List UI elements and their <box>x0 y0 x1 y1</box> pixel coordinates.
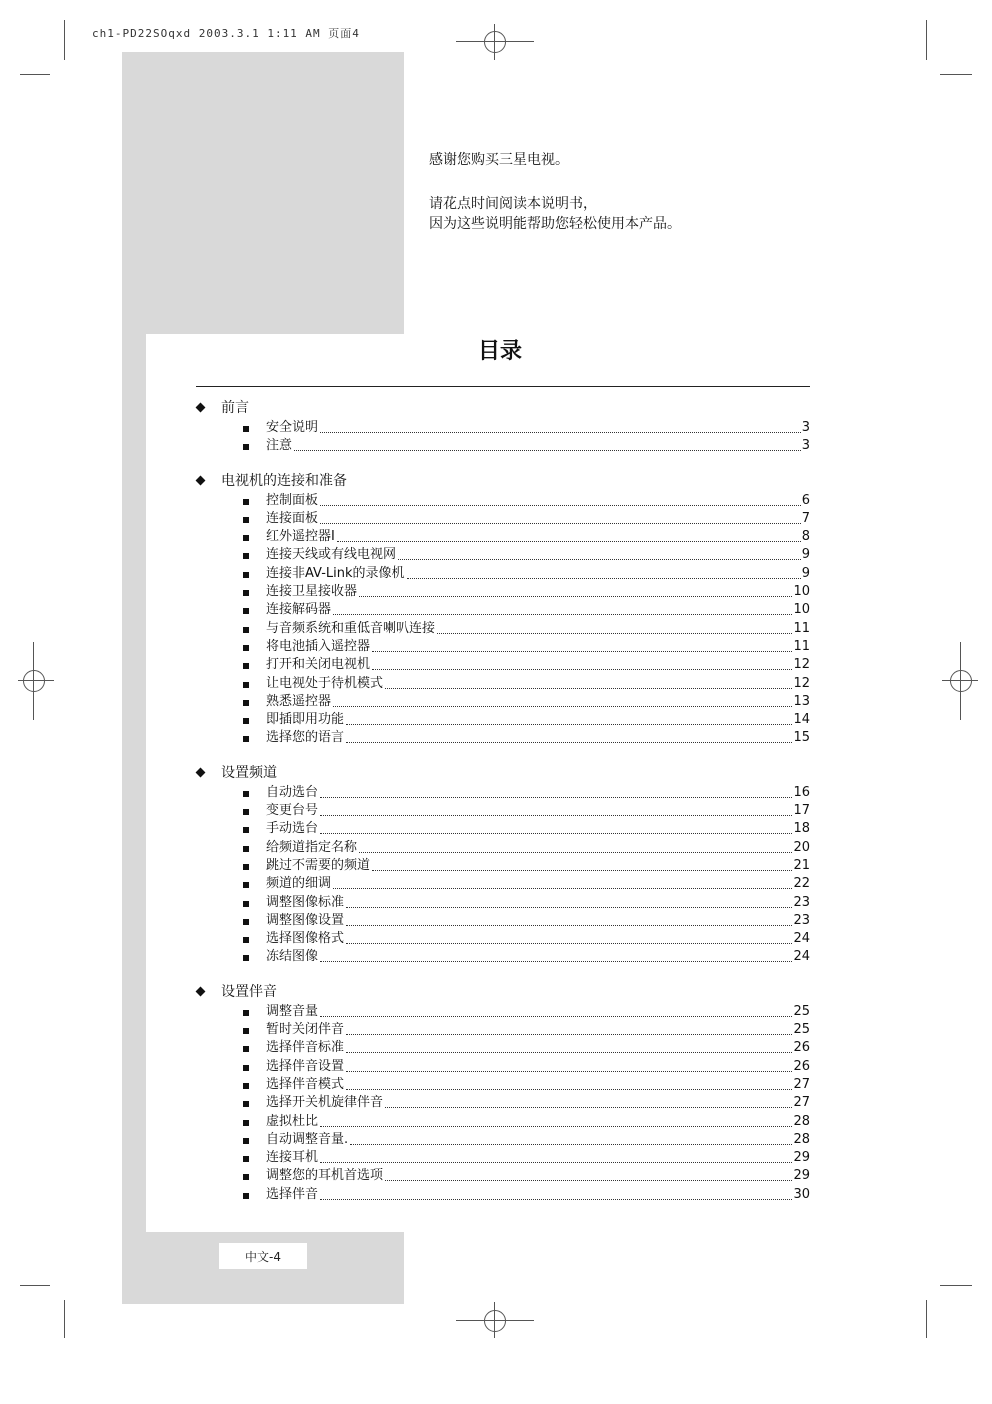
intro-line: 请花点时间阅读本说明书， <box>429 196 597 212</box>
dot-leader <box>372 869 792 871</box>
toc-entry-page: 3 <box>801 438 810 454</box>
toc-section <box>193 981 810 1204</box>
toc-entry-label: 选择伴音模式 <box>266 1076 345 1092</box>
square-bullet-icon <box>243 937 249 943</box>
toc-entry-page: 29 <box>793 1150 810 1166</box>
toc-entry-label: 调整您的耳机首选项 <box>266 1168 384 1184</box>
toc-entry-page: 10 <box>793 602 810 618</box>
dot-leader <box>372 650 792 652</box>
diamond-bullet-icon <box>196 475 206 485</box>
square-bullet-icon <box>243 827 249 833</box>
toc-entry-page: 27 <box>793 1076 810 1092</box>
dot-leader <box>346 1033 792 1035</box>
toc-entry-page: 25 <box>793 1022 810 1038</box>
toc-entry[interactable] <box>193 1076 810 1094</box>
toc-entry-label: 调整音量 <box>266 1003 319 1019</box>
toc-entry-label: 自动调整音量. <box>266 1131 349 1147</box>
intro-line: 因为这些说明能帮助您轻松使用本产品。 <box>429 216 681 232</box>
registration-mark <box>23 670 45 692</box>
toc-entry-label: 选择伴音标准 <box>266 1040 345 1056</box>
toc-section-heading[interactable] <box>193 762 810 784</box>
toc-entry[interactable] <box>193 583 810 601</box>
toc-entry[interactable] <box>193 784 810 802</box>
toc-entry[interactable] <box>193 802 810 820</box>
intro-line: 感谢您购买三星电视。 <box>429 152 569 168</box>
square-bullet-icon <box>243 718 249 724</box>
toc-entry[interactable] <box>193 620 810 638</box>
crop-mark <box>940 1285 972 1286</box>
square-bullet-icon <box>243 919 249 925</box>
dot-leader <box>294 449 801 451</box>
dot-leader <box>320 1015 792 1017</box>
dot-leader <box>346 1088 792 1090</box>
toc-entry-page: 24 <box>793 931 810 947</box>
toc-entry[interactable] <box>193 437 810 455</box>
square-bullet-icon <box>243 1156 249 1162</box>
toc-entry[interactable] <box>193 1186 810 1204</box>
toc-entry-page: 3 <box>801 420 810 435</box>
dot-leader <box>359 595 792 597</box>
toc-entry[interactable] <box>193 912 810 930</box>
toc-entry[interactable] <box>193 419 810 437</box>
toc-section <box>193 397 810 456</box>
toc-entry[interactable] <box>193 528 810 546</box>
dot-leader <box>346 942 792 944</box>
square-bullet-icon <box>243 1138 249 1144</box>
crop-mark <box>20 1285 50 1286</box>
square-bullet-icon <box>243 426 249 432</box>
dot-leader <box>385 1179 792 1181</box>
dot-leader <box>372 668 792 670</box>
square-bullet-icon <box>243 499 249 505</box>
toc-entry-page: 13 <box>793 693 810 709</box>
toc-entry-label: 即插即用功能 <box>266 712 345 728</box>
toc-entry-page: 26 <box>793 1058 810 1074</box>
toc-entry-page: 21 <box>793 857 810 873</box>
toc-entry-label: 连接耳机 <box>266 1150 319 1166</box>
toc-entry-label: 熟悉遥控器 <box>266 693 332 709</box>
dot-leader <box>320 960 792 962</box>
dot-leader <box>333 705 792 707</box>
toc-entry-page: 28 <box>793 1113 810 1129</box>
crop-mark <box>20 74 50 75</box>
square-bullet-icon <box>243 955 249 961</box>
toc-entry-label: 暂时关闭伴音 <box>266 1022 345 1038</box>
toc-section-title: 电视机的连接和准备 <box>221 472 347 489</box>
toc-entry-page: 11 <box>793 620 810 636</box>
toc-entry[interactable] <box>193 1039 810 1057</box>
crop-mark <box>940 74 972 75</box>
dot-leader <box>350 1143 792 1145</box>
toc-entry-label: 选择开关机旋律伴音 <box>266 1095 384 1111</box>
toc-entry-page: 9 <box>801 547 810 563</box>
square-bullet-icon <box>243 1174 249 1180</box>
toc-entry-label: 注意 <box>266 438 293 454</box>
toc-entry[interactable] <box>193 857 810 875</box>
toc-entry-page: 22 <box>793 876 810 892</box>
print-slug: ch1-PD22SOqxd 2003.3.1 1:11 AM 页面4 <box>92 27 360 40</box>
toc-entry-page: 15 <box>793 730 810 746</box>
toc-entry-label: 连接天线或有线电视网 <box>266 547 397 563</box>
toc-entry-page: 25 <box>793 1003 810 1019</box>
dot-leader <box>437 632 792 634</box>
toc-entry-page: 6 <box>801 492 810 508</box>
dot-leader <box>320 814 792 816</box>
square-bullet-icon <box>243 663 249 669</box>
toc-entry-label: 调整图像设置 <box>266 912 345 928</box>
toc-entry-page: 11 <box>793 638 810 654</box>
dot-leader <box>385 687 792 689</box>
toc-entry-label: 选择伴音 <box>266 1186 319 1202</box>
square-bullet-icon <box>243 1028 249 1034</box>
registration-mark <box>484 31 506 53</box>
dot-leader <box>398 558 801 560</box>
toc-entry-page: 12 <box>793 657 810 673</box>
toc-entry-label: 连接卫星接收器 <box>266 584 358 600</box>
dot-leader <box>320 431 801 433</box>
toc-section <box>193 762 810 967</box>
crop-mark <box>64 1300 65 1338</box>
toc-entry-label: 安全说明 <box>266 420 319 435</box>
toc-entry[interactable] <box>193 510 810 528</box>
square-bullet-icon <box>243 901 249 907</box>
square-bullet-icon <box>243 627 249 633</box>
toc-entry-label: 红外遥控器I <box>266 529 335 545</box>
toc-section <box>193 470 810 748</box>
toc-entry-label: 让电视处于待机模式 <box>266 675 384 691</box>
toc-entry-page: 27 <box>793 1095 810 1111</box>
dot-leader <box>407 577 801 579</box>
toc-entry-label: 跳过不需要的频道 <box>266 857 371 873</box>
square-bullet-icon <box>243 572 249 578</box>
square-bullet-icon <box>243 809 249 815</box>
dot-leader <box>320 504 801 506</box>
toc-title: 目录 <box>477 339 522 364</box>
toc-entry-page: 8 <box>801 529 810 545</box>
toc-entry[interactable] <box>193 675 810 693</box>
toc-entry-page: 26 <box>793 1040 810 1056</box>
dot-leader <box>346 1051 792 1053</box>
square-bullet-icon <box>243 517 249 523</box>
page-number-label: 中文-4 <box>219 1243 307 1269</box>
toc-entry-label: 与音频系统和重低音喇叭连接 <box>266 620 436 636</box>
toc-entry[interactable] <box>193 930 810 948</box>
toc-entry-page: 24 <box>793 949 810 965</box>
toc-entry[interactable] <box>193 546 810 564</box>
dot-leader <box>320 1198 792 1200</box>
crop-mark <box>926 1300 927 1338</box>
dot-leader <box>337 540 801 542</box>
toc-entry-page: 28 <box>793 1131 810 1147</box>
square-bullet-icon <box>243 864 249 870</box>
toc-section-heading[interactable] <box>193 981 810 1003</box>
toc-entry[interactable] <box>193 711 810 729</box>
toc-entry-label: 变更台号 <box>266 803 319 819</box>
toc-entry-label: 自动选台 <box>266 784 319 800</box>
toc-entry[interactable] <box>193 1131 810 1149</box>
dot-leader <box>320 1161 792 1163</box>
toc-entry-label: 给频道指定名称 <box>266 839 358 855</box>
toc-entry-page: 20 <box>793 839 810 855</box>
square-bullet-icon <box>243 444 249 450</box>
toc-section-title: 前言 <box>221 400 249 416</box>
toc-entry-label: 连接解码器 <box>266 602 332 618</box>
toc-entry-page: 17 <box>793 803 810 819</box>
dot-leader <box>346 906 792 908</box>
toc-entry[interactable] <box>193 638 810 656</box>
registration-mark <box>950 670 972 692</box>
toc-section-title: 设置伴音 <box>221 983 277 1000</box>
square-bullet-icon <box>243 645 249 651</box>
toc-entry-label: 调整图像标准 <box>266 894 345 910</box>
dot-leader <box>333 887 792 889</box>
dot-leader <box>346 1070 792 1072</box>
toc-entry-page: 7 <box>801 510 810 526</box>
toc-entry[interactable] <box>193 656 810 674</box>
toc-entry-page: 30 <box>793 1186 810 1202</box>
diamond-bullet-icon <box>196 986 206 996</box>
toc-entry-label: 选择您的语言 <box>266 730 345 746</box>
toc-entry-label: 打开和关闭电视机 <box>266 657 371 673</box>
dot-leader <box>320 832 792 834</box>
dot-leader <box>333 613 792 615</box>
toc-entry-page: 29 <box>793 1168 810 1184</box>
square-bullet-icon <box>243 846 249 852</box>
square-bullet-icon <box>243 882 249 888</box>
toc-entry-label: 冻结图像 <box>266 949 319 965</box>
toc-entry-label: 选择伴音设置 <box>266 1058 345 1074</box>
square-bullet-icon <box>243 1193 249 1199</box>
toc-entry[interactable] <box>193 492 810 510</box>
square-bullet-icon <box>243 1046 249 1052</box>
toc-entry-label: 连接非AV-Link的录像机 <box>266 565 405 581</box>
toc-entry[interactable] <box>193 1058 810 1076</box>
table-of-contents <box>193 397 810 1218</box>
toc-entry-label: 频道的细调 <box>266 876 332 892</box>
dot-leader <box>346 924 792 926</box>
toc-entry-page: 9 <box>801 565 810 581</box>
toc-entry[interactable] <box>193 565 810 583</box>
square-bullet-icon <box>243 1101 249 1107</box>
crop-mark <box>64 20 65 60</box>
dot-leader <box>346 741 792 743</box>
toc-entry[interactable] <box>193 1113 810 1131</box>
toc-entry-label: 选择图像格式 <box>266 931 345 947</box>
toc-section-heading[interactable] <box>193 397 810 419</box>
toc-entry[interactable] <box>193 693 810 711</box>
decorative-gray-strip <box>122 334 146 1304</box>
square-bullet-icon <box>243 682 249 688</box>
toc-entry-page: 12 <box>793 675 810 691</box>
square-bullet-icon <box>243 1120 249 1126</box>
toc-entry-label: 控制面板 <box>266 492 319 508</box>
toc-entry-page: 18 <box>793 821 810 837</box>
toc-entry[interactable] <box>193 1167 810 1185</box>
dot-leader <box>320 522 801 524</box>
toc-entry[interactable] <box>193 839 810 857</box>
square-bullet-icon <box>243 791 249 797</box>
diamond-bullet-icon <box>196 767 206 777</box>
crop-mark <box>926 20 927 60</box>
dot-leader <box>320 1125 792 1127</box>
toc-section-title: 设置频道 <box>221 764 277 781</box>
toc-entry[interactable] <box>193 894 810 912</box>
toc-entry[interactable] <box>193 601 810 619</box>
toc-section-heading[interactable] <box>193 470 810 492</box>
square-bullet-icon <box>243 1083 249 1089</box>
square-bullet-icon <box>243 1010 249 1016</box>
diamond-bullet-icon <box>196 403 206 413</box>
intro-text <box>429 150 681 234</box>
toc-entry[interactable] <box>193 875 810 893</box>
square-bullet-icon <box>243 700 249 706</box>
toc-entry-label: 手动选台 <box>266 821 319 837</box>
registration-mark <box>484 1310 506 1332</box>
toc-entry-label: 将电池插入遥控器 <box>266 638 371 654</box>
square-bullet-icon <box>243 535 249 541</box>
square-bullet-icon <box>243 590 249 596</box>
square-bullet-icon <box>243 608 249 614</box>
decorative-gray-block <box>122 52 404 334</box>
toc-entry[interactable] <box>193 1003 810 1021</box>
toc-entry-page: 23 <box>793 894 810 910</box>
toc-entry[interactable] <box>193 1094 810 1112</box>
title-divider <box>196 386 810 387</box>
toc-entry-page: 10 <box>793 584 810 600</box>
square-bullet-icon <box>243 1065 249 1071</box>
toc-entry[interactable] <box>193 820 810 838</box>
toc-entry[interactable] <box>193 948 810 966</box>
dot-leader <box>346 723 792 725</box>
toc-entry-label: 连接面板 <box>266 510 319 526</box>
square-bullet-icon <box>243 553 249 559</box>
dot-leader <box>385 1106 792 1108</box>
toc-entry-page: 16 <box>793 784 810 800</box>
toc-entry-page: 14 <box>793 712 810 728</box>
toc-entry-page: 23 <box>793 912 810 928</box>
square-bullet-icon <box>243 736 249 742</box>
toc-entry[interactable] <box>193 1021 810 1039</box>
dot-leader <box>359 851 792 853</box>
toc-entry[interactable] <box>193 729 810 747</box>
dot-leader <box>320 796 792 798</box>
toc-entry[interactable] <box>193 1149 810 1167</box>
toc-entry-label: 虚拟杜比 <box>266 1113 319 1129</box>
